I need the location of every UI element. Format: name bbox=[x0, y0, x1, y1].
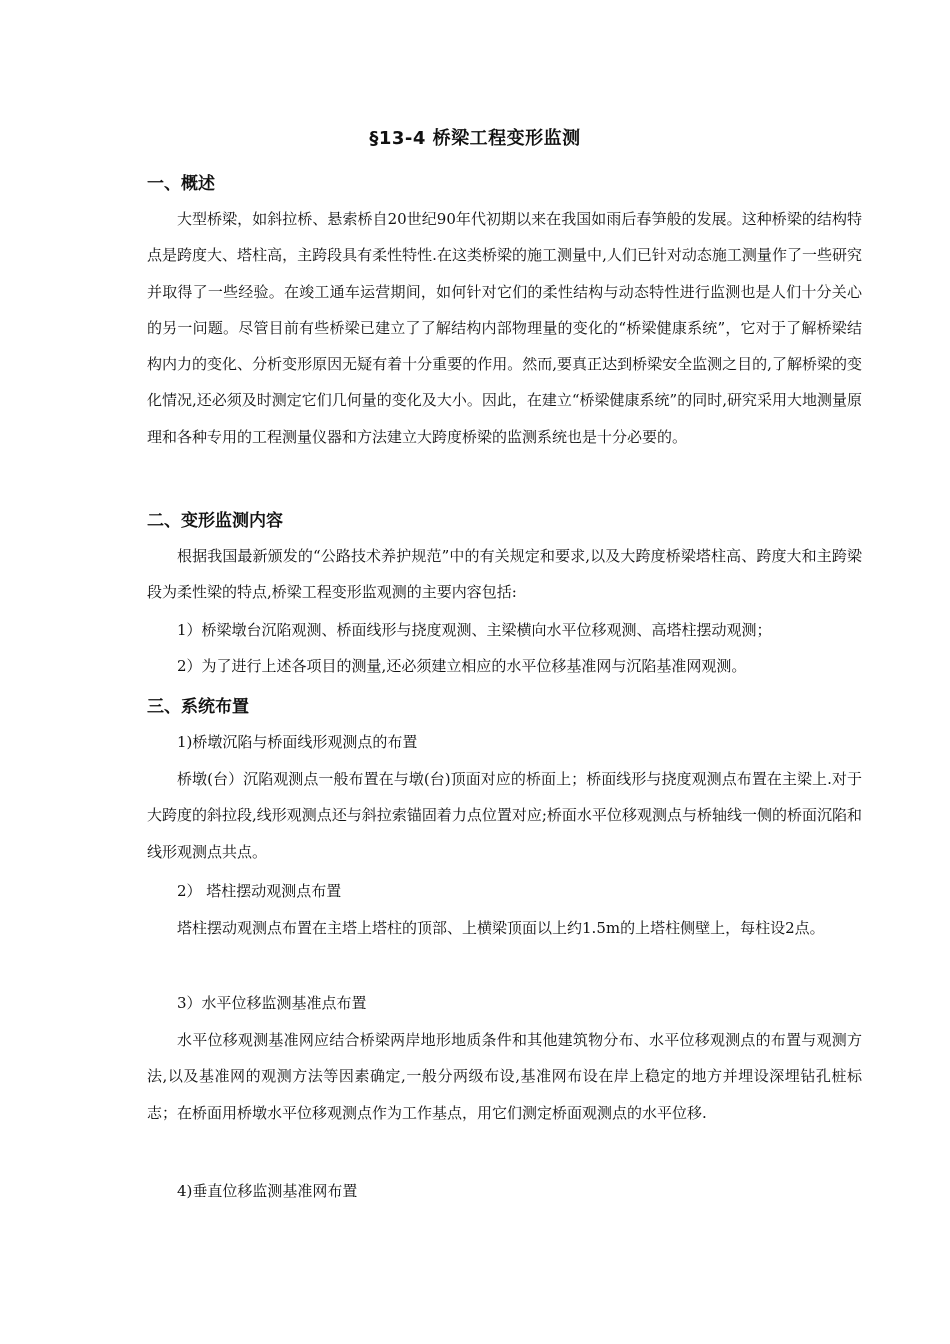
monitoring-item-1: 1）桥梁墩台沉陷观测、桥面线形与挠度观测、主梁横向水平位移观测、高塔柱摆动观测； bbox=[177, 621, 772, 639]
page-title: §13-4 桥梁工程变形监测 bbox=[369, 128, 581, 149]
section-heading-system-layout: 三、系统布置 bbox=[147, 697, 249, 717]
subsection-label-3: 3）水平位移监测基准点布置 bbox=[177, 994, 367, 1012]
subsection-label-2: 2） 塔柱摆动观测点布置 bbox=[177, 882, 342, 900]
subsection-paragraph-3: 水平位移观测基准网应结合桥梁两岸地形地质条件和其他建筑物分布、水平位移观测点的布置与观测方法,以及基准网的观测方法等因素确定,一般分两级布设,基准网布设在岸上稳定的地方并埋设深埋钻孔桩标志；在桥面用桥墩水平位移观测点作为工作基点，用它们测定桥面观测点的水平位移. bbox=[147, 1031, 862, 1122]
section-heading-monitoring-content: 二、变形监测内容 bbox=[147, 511, 283, 531]
subsection-paragraph-2: 塔柱摆动观测点布置在主塔上塔柱的顶部、上横梁顶面以上约1.5m的上塔柱侧壁上，每柱设2点。 bbox=[177, 919, 825, 937]
overview-paragraph: 大型桥梁，如斜拉桥、悬索桥自20世纪90年代初期以来在我国如雨后春笋般的发展。这种桥梁的结构特点是跨度大、塔柱高，主跨段具有柔性特性.在这类桥梁的施工测量中,人们已针对动态施工测量作了一些研究并取得了一些经验。在竣工通车运营期间，如何针对它们的柔性结构与动态特性进行监测也是人们十分关心的另一问题。尽管目前有些桥梁已建立了了解结构内部物理量的变化的“桥梁健康系统”，它对于了解桥梁结构内力的变化、分析变形原因无疑有着十分重要的作用。然而,要真正达到桥梁安全监测之目的,了解桥梁的变化情况,还必须及时测定它们几何量的变化及大小。因此，在建立“桥梁健康系统”的同时,研究采用大地测量原理和各种专用的工程测量仪器和方法建立大跨度桥梁的监测系统也是十分必要的。 bbox=[147, 210, 862, 446]
monitoring-item-2: 2）为了进行上述各项目的测量,还必须建立相应的水平位移基准网与沉陷基准网观测。 bbox=[177, 657, 747, 675]
subsection-paragraph-1: 桥墩(台）沉陷观测点一般布置在与墩(台)顶面对应的桥面上；桥面线形与挠度观测点布置在主梁上.对于大跨度的斜拉段,线形观测点还与斜拉索锚固着力点位置对应;桥面水平位移观测点与桥轴线一侧的桥面沉陷和线形观测点共点。 bbox=[147, 770, 862, 861]
subsection-label-4: 4)垂直位移监测基准网布置 bbox=[177, 1182, 358, 1200]
subsection-label-1: 1)桥墩沉陷与桥面线形观测点的布置 bbox=[177, 733, 418, 751]
monitoring-content-paragraph: 根据我国最新颁发的“公路技术养护规范”中的有关规定和要求,以及大跨度桥梁塔柱高、跨度大和主跨梁段为柔性梁的特点,桥梁工程变形监观测的主要内容包括: bbox=[147, 547, 862, 602]
section-heading-overview: 一、概述 bbox=[147, 174, 215, 194]
